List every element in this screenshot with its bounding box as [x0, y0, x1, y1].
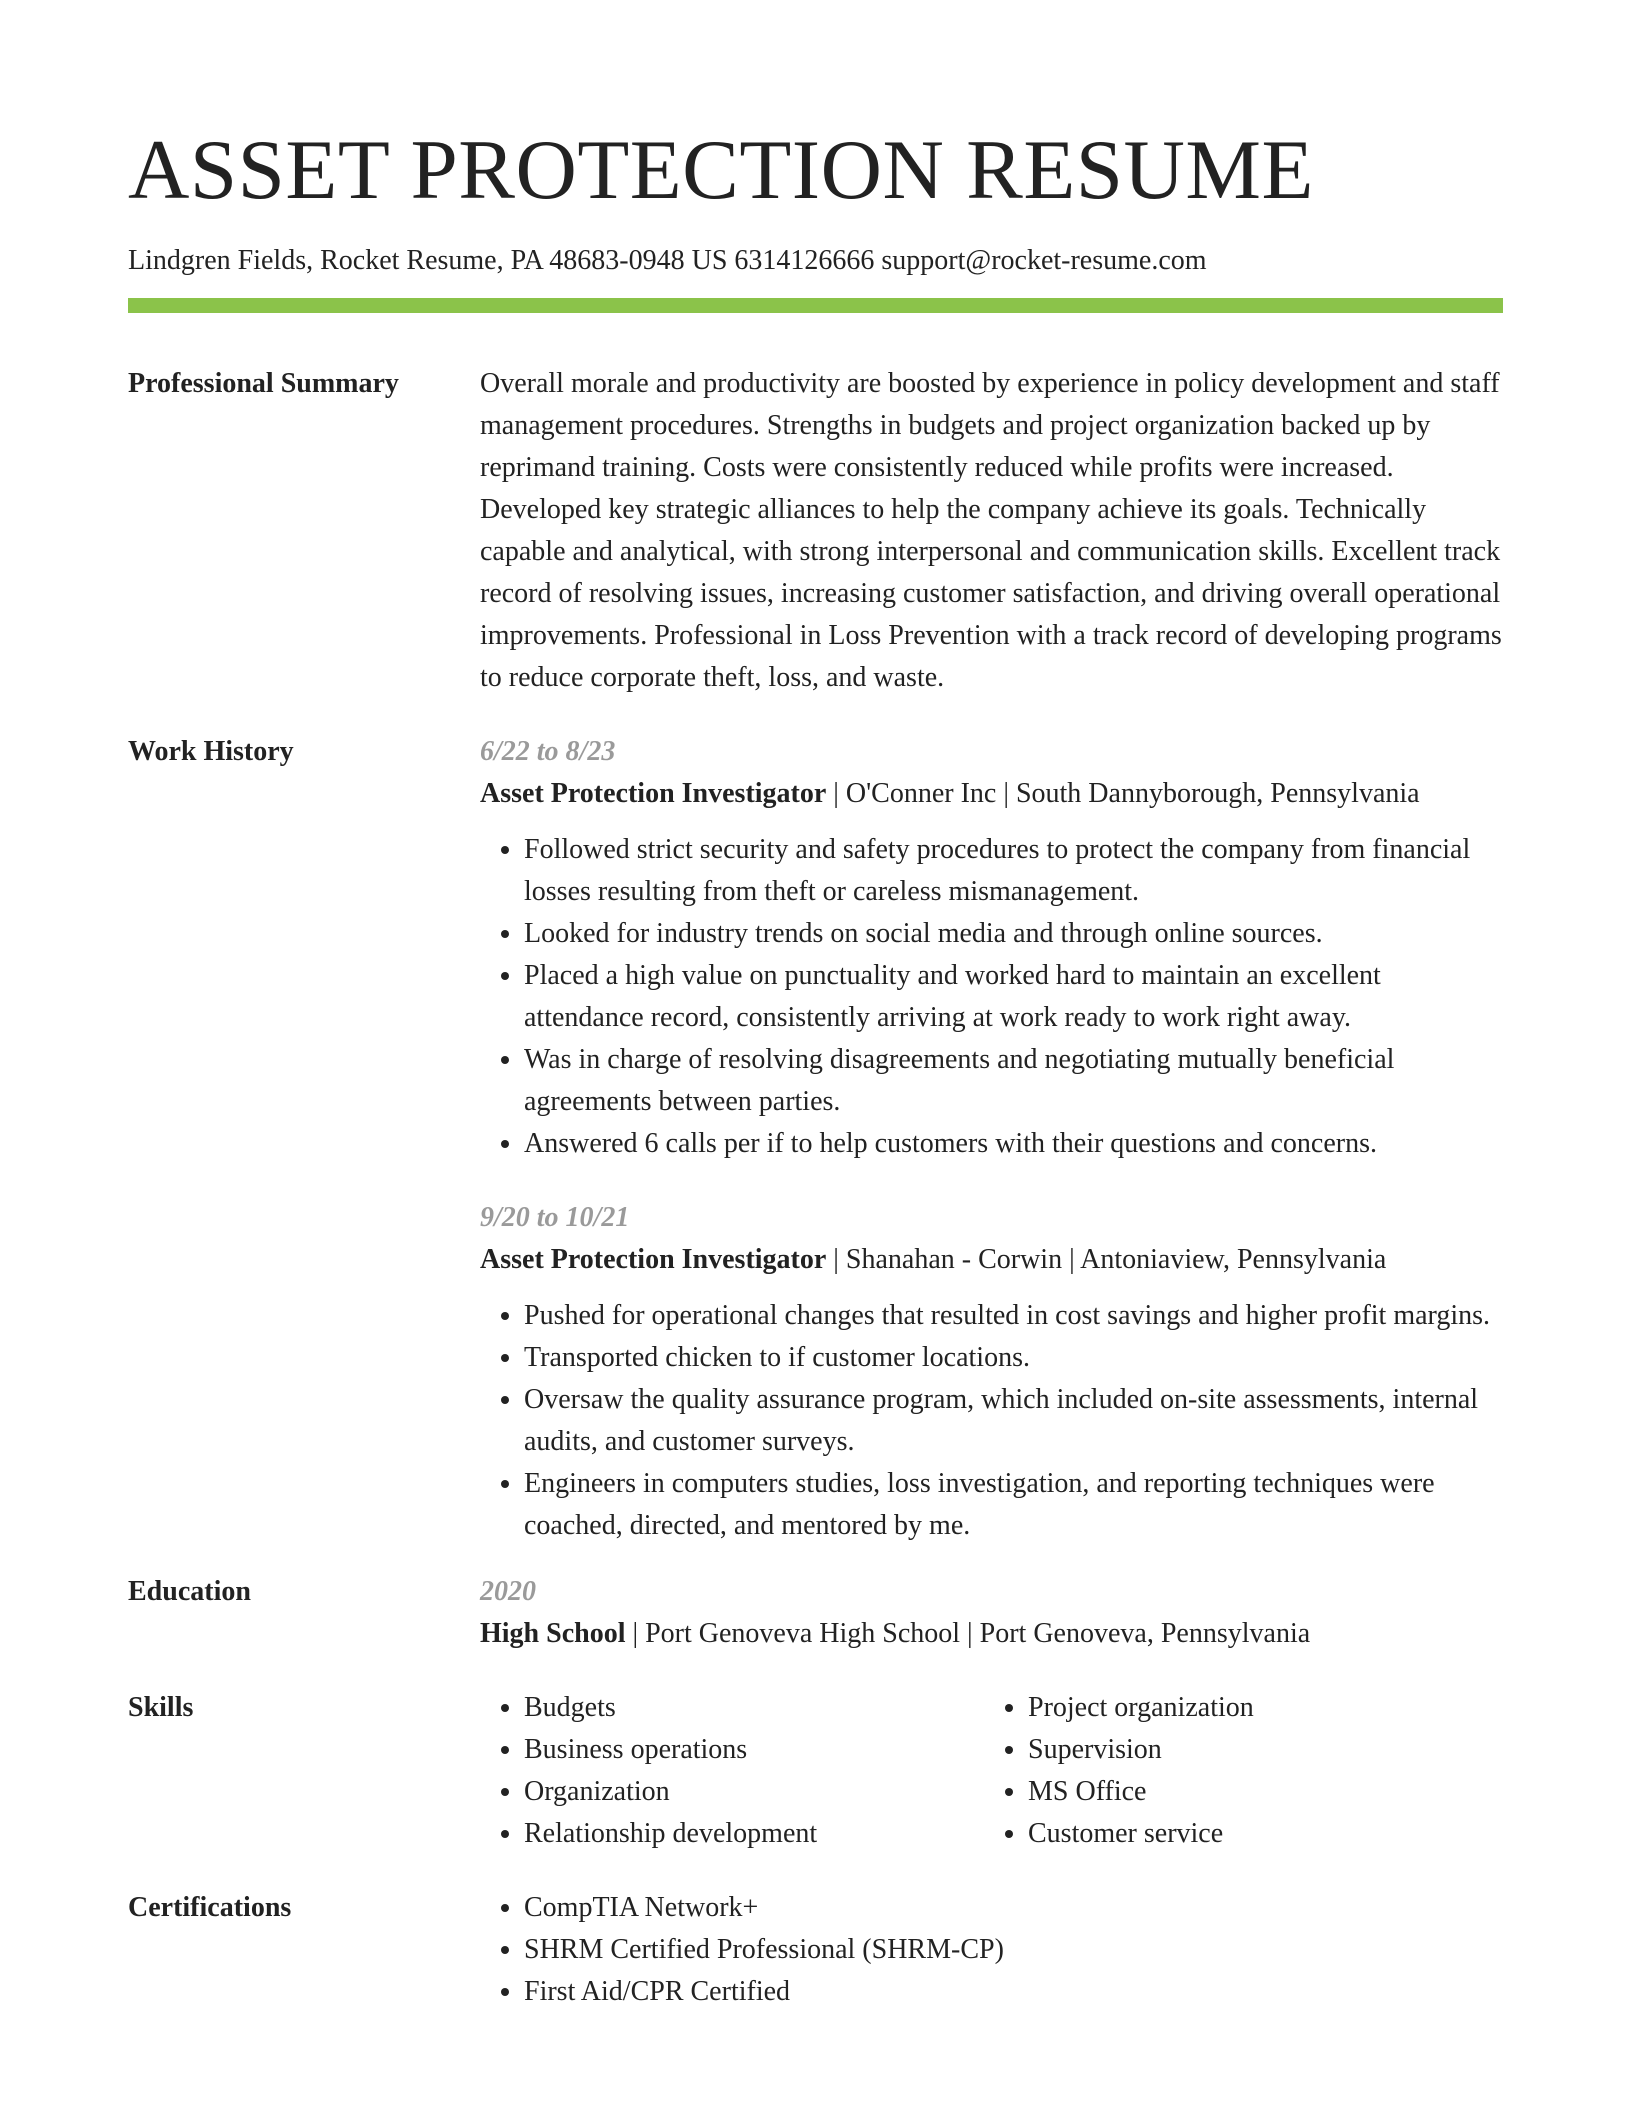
contact-email: support@rocket-resume.com — [881, 245, 1207, 276]
skill-item: • Project organization — [1028, 1687, 1488, 1729]
job-details: | Shanahan - Corwin | Antoniaview, Pennsylvania — [826, 1244, 1387, 1275]
education-section — [128, 1571, 1503, 1655]
contact-line — [128, 244, 1503, 278]
contact-phone: 6314126666 — [734, 245, 875, 276]
education-year: 2020 — [480, 1576, 536, 1607]
work-history-section — [128, 731, 1503, 1547]
job-bullet: • Answered 6 calls per if to help customers with their questions and concerns. — [524, 1123, 1503, 1165]
certifications-heading: Certifications — [128, 1892, 292, 1923]
job-bullet: • Was in charge of resolving disagreements and negotiating mutually beneficial agreements between parties. — [524, 1039, 1503, 1123]
skills-section — [128, 1687, 1503, 1855]
certification-item: • First Aid/CPR Certified — [524, 1971, 1503, 2013]
education-degree: High School — [480, 1618, 626, 1649]
job-entry — [480, 1197, 1503, 1547]
certifications-section — [128, 1887, 1503, 2013]
job-header — [480, 1239, 1503, 1281]
job-dates: 9/20 to 10/21 — [480, 1202, 630, 1233]
skills-column-right — [984, 1687, 1488, 1855]
skills-list — [480, 1687, 1503, 1855]
contact-address: Lindgren Fields, Rocket Resume, PA 48683-0948 US — [128, 245, 728, 276]
header-divider — [128, 298, 1503, 313]
skill-item: • MS Office — [1028, 1771, 1488, 1813]
work-history-body — [480, 731, 1503, 1547]
job-details: | O'Conner Inc | South Dannyborough, Pennsylvania — [826, 778, 1420, 809]
skill-item: • Supervision — [1028, 1729, 1488, 1771]
skills-column-left — [480, 1687, 984, 1855]
job-title: Asset Protection Investigator — [480, 1244, 827, 1275]
summary-section — [128, 363, 1503, 699]
certifications-list — [480, 1887, 1503, 2013]
education-line — [480, 1613, 1503, 1655]
job-dates: 6/22 to 8/23 — [480, 736, 616, 767]
education-heading: Education — [128, 1576, 251, 1607]
job-bullet: • Engineers in computers studies, loss investigation, and reporting techniques were coached, directed, and mentored by me. — [524, 1463, 1503, 1547]
certification-item: • CompTIA Network+ — [524, 1887, 1503, 1929]
resume-page — [128, 120, 1503, 2013]
summary-text: Overall morale and productivity are boosted by experience in policy development and staff management procedures. Strengths in budgets and project organization backed up by reprimand training. Costs were consistently reduced while profits were increased. Developed key strategic alliances to help the company achieve its goals. Technically capable and analytical, with strong interpersonal and communication skills. Excellent track record of resolving issues, increasing customer satisfaction, and driving overall operational improvements. Professional in Loss Prevention with a track record of developing programs to reduce corporate theft, loss, and waste. — [480, 368, 1502, 693]
summary-heading: Professional Summary — [128, 368, 399, 399]
job-bullet: • Looked for industry trends on social media and through online sources. — [524, 913, 1503, 955]
job-bullet: • Followed strict security and safety procedures to protect the company from financial losses resulting from theft or careless mismanagement. — [524, 829, 1503, 913]
job-bullet: • Placed a high value on punctuality and worked hard to maintain an excellent attendance record, consistently arriving at work ready to work right away. — [524, 955, 1503, 1039]
job-bullet: • Oversaw the quality assurance program, which included on-site assessments, internal audits, and customer surveys. — [524, 1379, 1503, 1463]
job-bullet: • Transported chicken to if customer locations. — [524, 1337, 1503, 1379]
certification-item: • SHRM Certified Professional (SHRM-CP) — [524, 1929, 1503, 1971]
skill-item: • Organization — [524, 1771, 984, 1813]
skill-item: • Budgets — [524, 1687, 984, 1729]
skill-item: • Customer service — [1028, 1813, 1488, 1855]
education-details: | Port Genoveva High School | Port Genoveva, Pennsylvania — [625, 1618, 1311, 1649]
education-body — [480, 1571, 1503, 1655]
skill-item: • Business operations — [524, 1729, 984, 1771]
job-bullets — [480, 829, 1503, 1165]
certifications-body — [480, 1887, 1503, 2013]
job-title: Asset Protection Investigator — [480, 778, 827, 809]
job-bullet: • Pushed for operational changes that resulted in cost savings and higher profit margins. — [524, 1295, 1503, 1337]
skills-heading: Skills — [128, 1692, 194, 1723]
job-entry — [480, 731, 1503, 1165]
resume-title: ASSET PROTECTION RESUME — [128, 123, 1314, 217]
skill-item: • Relationship development — [524, 1813, 984, 1855]
job-bullets — [480, 1295, 1503, 1547]
work-history-heading: Work History — [128, 736, 294, 767]
job-header — [480, 773, 1503, 815]
